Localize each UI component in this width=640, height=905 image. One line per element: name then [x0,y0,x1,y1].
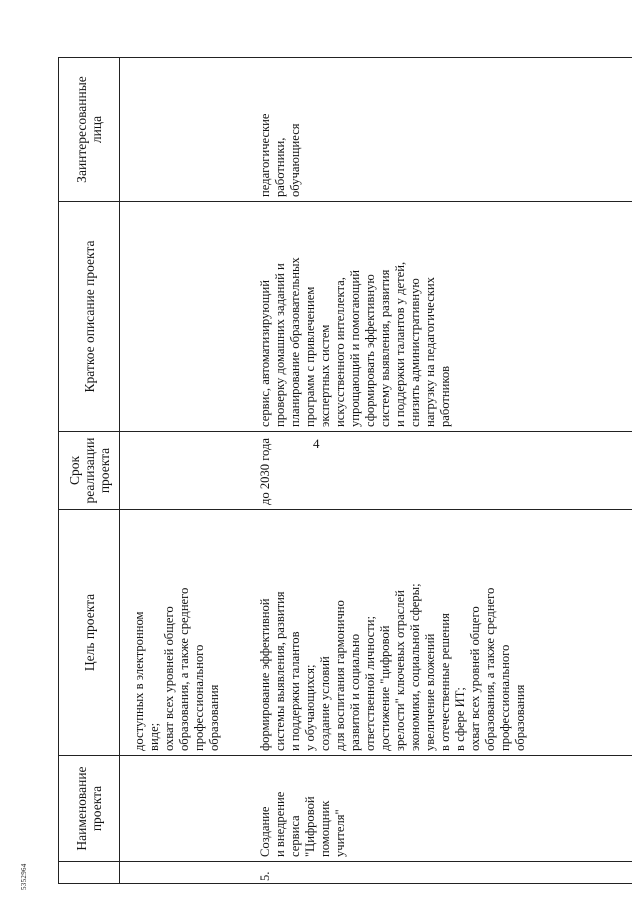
goal-line: формирование эффективной [258,598,272,751]
name-line: помощник [318,800,332,857]
goal-line: профессионального [192,644,206,751]
description-line: программ с привлечением [303,286,317,427]
goal-line: увеличение вложений [423,633,437,751]
description-line: и поддержки талантов у детей, [393,261,407,427]
header-stakeholders: Заинтересованные лица [59,58,120,202]
goal-line: развитой и социально [348,633,362,751]
goal-line: экономики, социальной сферы; [408,583,422,751]
page-number: 4 [313,436,320,451]
stakeholder-line: обучающиеся [288,123,302,197]
cell-goal [252,510,632,756]
goal-line: профессионального [498,644,512,751]
header-project-name: Наименование проекта [59,756,120,862]
header-description: Краткое описание проекта [59,202,120,432]
cell-goal [120,510,253,756]
description-line: проверку домашних заданий и [273,263,287,427]
goal-line: у обучающихся; [303,664,317,751]
description-line: систему выявления, развития [378,269,392,427]
goal-line: охват всех уровней общего [162,606,176,751]
rotated-table-container [58,58,636,884]
description-line: нагрузку на педагогических [423,277,437,427]
goal-line: образования, а также среднего [483,587,497,751]
cell-description [120,202,253,432]
document-code: 5352964 [20,863,28,890]
cell-stakeholders [252,58,632,202]
name-line: сервиса [288,815,302,857]
cell-stakeholders [120,58,253,202]
name-line: учителя" [333,809,347,857]
goal-line: системы выявления, развития [273,591,287,751]
description-line: упрощающий и помогающий [348,270,362,427]
goal-line: зрелости" ключевых отраслей [393,590,407,751]
header-project-goal: Цель проекта [59,510,120,756]
goal-line: в отечественные решения [438,613,452,751]
stakeholder-line: работники, [273,137,287,197]
header-term: Срок реализации проекта [59,432,120,510]
description-line: сформировать эффективную [363,274,377,427]
goal-line: образования [513,684,527,751]
table-row-project-5 [252,58,632,884]
cell-number: 5. [252,862,632,884]
goal-line: ответственной личности; [363,615,377,751]
name-line: "Цифровой [303,796,317,857]
goal-line: создание условий [318,656,332,751]
stakeholder-line: педагогические [258,113,272,197]
description-line: планирование образовательных [288,257,302,427]
cell-name [120,756,253,862]
description-line: снизить административную [408,278,422,427]
description-line: искусственного интеллекта, [333,277,347,427]
goal-line: для воспитания гармонично [333,600,347,751]
cell-name [252,756,632,862]
goal-line: доступных в электронном [132,611,146,751]
description-line: экспертных систем [318,324,332,427]
table-row-continuation [120,58,253,884]
goal-line: и поддержки талантов [288,631,302,751]
description-line: работников [438,365,452,427]
description-line: сервис, автоматизирующий [258,280,272,427]
projects-table [58,57,632,884]
goal-line: образования [207,684,221,751]
goal-line: образования, а также среднего [177,587,191,751]
cell-term: до 2030 года [252,432,632,510]
cell-number [120,862,253,884]
cell-term [120,432,253,510]
name-line: Создание [258,806,272,857]
name-line: и внедрение [273,791,287,857]
goal-line: в сфере ИТ; [453,687,467,751]
goal-line: виде; [147,722,161,751]
goal-line: охват всех уровней общего [468,606,482,751]
table-header-row [59,58,120,884]
goal-line: достижение "цифровой [378,625,392,751]
header-number [59,862,120,884]
cell-description [252,202,632,432]
